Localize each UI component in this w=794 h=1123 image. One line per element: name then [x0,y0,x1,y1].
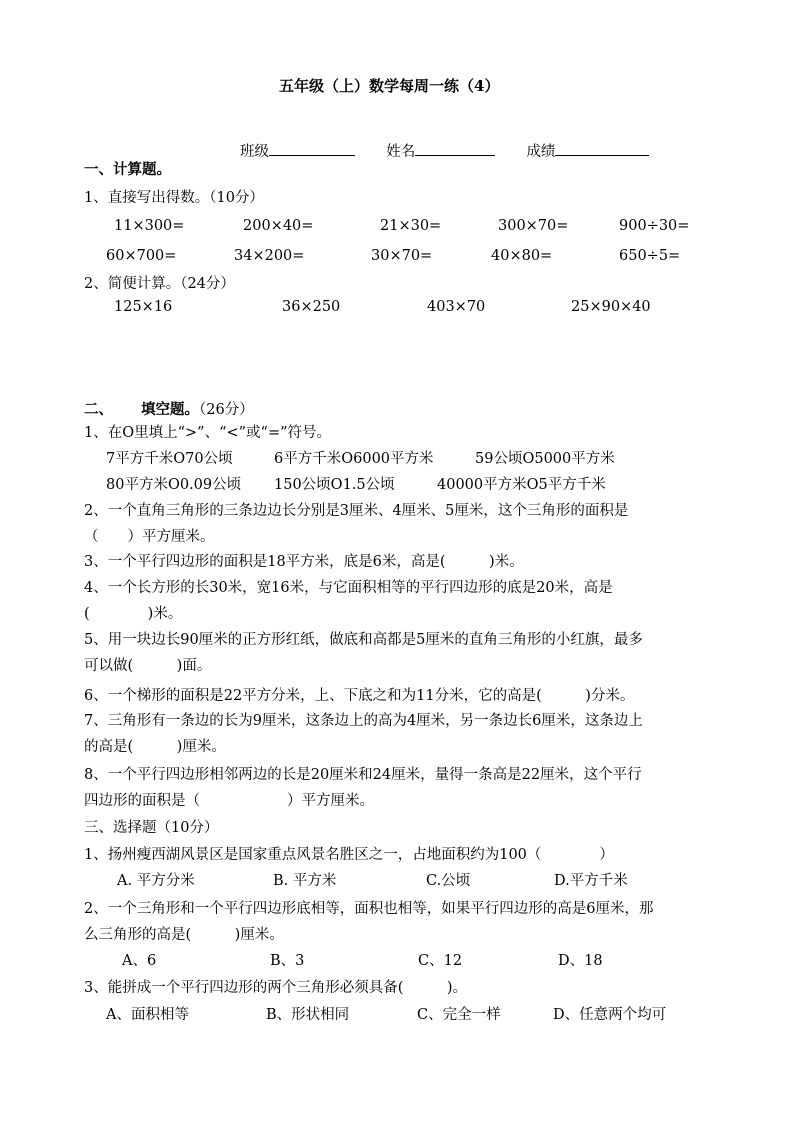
compare-2-3: 40000平方米O5平方千米 [437,477,606,493]
score-label: 成绩 [526,144,556,160]
fill-q8-line2: 四边形的面积是（ ）平方厘米。 [84,793,374,809]
calc-2-5: 650÷5= [619,248,681,264]
fill-q2-line1: 2、一个直角三角形的三条边边长分别是3厘米、4厘米、5厘米，这个三角形的面积是 [84,503,629,519]
calc-1-4: 300×70= [498,218,569,234]
calc-1-3: 21×30= [380,218,442,234]
simplify-3: 403×70 [427,299,486,315]
calc-1-1: 11×300= [114,218,185,234]
fill-q8-line1: 8、一个平行四边形相邻两边的长是20厘米和24厘米，量得一条高是22厘米，这个平行 [84,767,642,783]
fill-q5-line2: 可以做( )面。 [84,658,212,674]
calc-1-5: 900÷30= [619,218,690,234]
section2-title: 填空题。 [141,401,199,418]
section3-heading: 三、选择题（10分） [84,820,219,836]
calc-1-2: 200×40= [243,218,314,234]
choice-q2-option-b[interactable]: B、3 [270,953,305,969]
fill-q7-line1: 7、三角形有一条边的长为9厘米，这条边上的高为4厘米，另一条边长6厘米，这条边上 [84,713,643,729]
choice-q1-option-d[interactable]: D.平方千米 [554,873,628,889]
fill-q4-line2: ( )米。 [84,606,183,622]
calc-2-2: 34×200= [234,248,305,264]
simplify-1: 125×16 [114,299,173,315]
choice-q3-option-c[interactable]: C、完全一样 [417,1007,501,1023]
simplify-2: 36×250 [282,299,341,315]
fill-q1: 1、在O里填上“>”、“<”或“=”符号。 [84,425,332,441]
choice-q3: 3、能拼成一个平行四边形的两个三角形必须具备( )。 [84,980,468,996]
choice-q3-option-d[interactable]: D、任意两个均可 [553,1007,667,1023]
choice-q2-line1: 2、一个三角形和一个平行四边形底相等，面积也相等，如果平行四边形的高是6厘米，那 [84,901,654,917]
compare-2-1: 80平方米O0.09公顷 [106,477,242,493]
choice-q3-option-a[interactable]: A、面积相等 [106,1007,189,1023]
calc-2-1: 60×700= [106,248,177,264]
choice-q2-option-a[interactable]: A、6 [122,953,157,969]
choice-q2-option-d[interactable]: D、18 [558,953,603,969]
info-line [240,140,649,162]
name-field[interactable] [415,140,495,156]
q2-label: 2、简便计算。（24分） [84,276,235,292]
compare-1-2: 6平方千米O6000平方米 [274,451,434,467]
score-field[interactable] [555,140,649,156]
section2-number: 二、 [84,401,113,418]
class-field[interactable] [269,140,355,156]
page-title: 五年级（上）数学每周一练（4） [279,77,500,95]
simplify-4: 25×90×40 [571,299,651,315]
choice-q1-option-c[interactable]: C.公顷 [426,873,471,889]
class-label: 班级 [240,144,269,160]
fill-q6: 6、一个梯形的面积是22平方分米，上、下底之和为11分米，它的高是( )分米。 [84,688,635,704]
compare-1-1: 7平方千米O70公顷 [106,451,233,467]
calc-2-4: 40×80= [491,248,553,264]
compare-2-2: 150公顷O1.5公顷 [274,477,395,493]
fill-q7-line2: 的高是( )厘米。 [84,739,226,755]
choice-q2-option-c[interactable]: C、12 [418,953,463,969]
fill-q3: 3、一个平行四边形的面积是18平方米，底是6米，高是( )米。 [84,554,524,570]
choice-q1: 1、扬州瘦西湖风景区是国家重点风景名胜区之一，占地面积约为100（ ） [84,847,614,863]
fill-q2-line2: （ ）平方厘米。 [84,529,215,545]
calc-2-3: 30×70= [371,248,433,264]
q1-label: 1、直接写出得数。（10分） [84,190,264,206]
section1-heading: 一、计算题。 [84,161,171,178]
fill-q5-line1: 5、用一块边长90厘米的正方形红纸，做底和高都是5厘米的直角三角形的小红旗，最多 [84,632,643,648]
section2-heading [84,400,254,420]
choice-q1-option-a[interactable]: A. 平方分米 [117,873,195,889]
compare-1-3: 59公顷O5000平方米 [475,451,615,467]
choice-q1-option-b[interactable]: B. 平方米 [273,873,337,889]
section2-score: （26分） [199,402,254,418]
choice-q2-line2: 么三角形的高是( )厘米。 [84,927,284,943]
choice-q3-option-b[interactable]: B、形状相同 [266,1007,350,1023]
name-label: 姓名 [386,144,416,160]
fill-q4-line1: 4、一个长方形的长30米，宽16米，与它面积相等的平行四边形的底是20米，高是 [84,580,613,596]
